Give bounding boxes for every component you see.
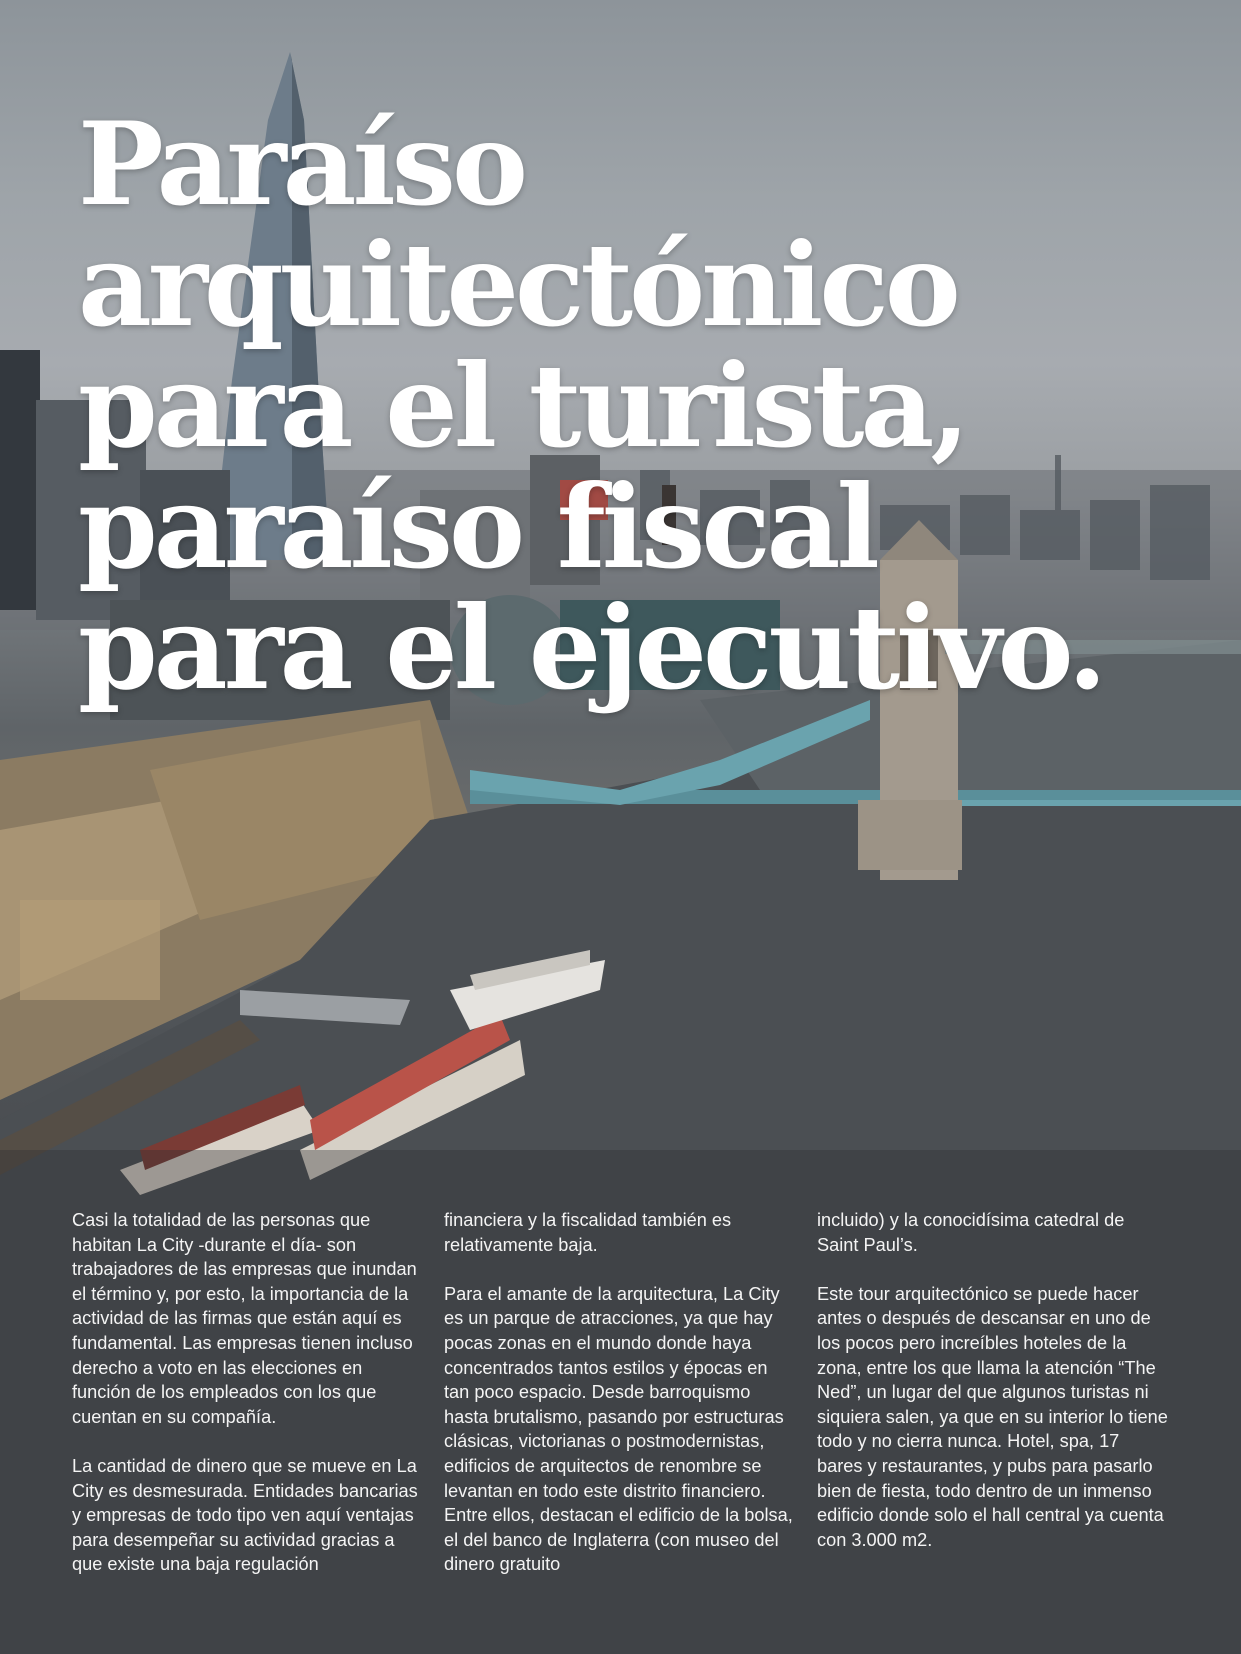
body-column-1 (72, 1208, 424, 1602)
body-paragraph: La cantidad de dinero que se mueve en La City es desmesurada. Entidades bancarias y empresas de todo tipo ven aquí ventajas para desempeñar su actividad gracias a que existe una baja regulación (72, 1455, 418, 1575)
headline-line: para el turista, (78, 339, 967, 473)
headline (78, 97, 1218, 715)
headline-line: para el ejecutivo. (78, 581, 1104, 715)
body-paragraph: Este tour arquitectónico se puede hacer antes o después de descansar en uno de los pocos pero increíbles hoteles de la zona, entre los que llama la atención “The Ned”, un lugar del que algunos turistas ni siquiera salen, ya que en su interior lo tiene todo y no cierra nunca. Hotel, spa, 17 bares y restaurantes, y pubs para pasarlo bien de fiesta, todo dentro de un inmenso edificio donde solo el hall central ya cuenta con 3.000 m2. (817, 1283, 1168, 1550)
body-paragraph: incluido) y la conocidísima catedral de Saint Paul’s. (817, 1210, 1125, 1255)
body-column-2 (444, 1208, 796, 1602)
headline-line: arquitectónico (78, 218, 957, 352)
body-paragraph: Para el amante de la arquitectura, La City es un parque de atracciones, ya que hay pocas zonas en el mundo donde haya concentrados tantos estilos y épocas en tan poco espacio. Desde barroquismo hasta brutalismo, pasando por estructuras clásicas, victorianas o postmodernistas, edificios de arquitectos de renombre se levantan en todo este distrito financiero. Entre ellos, destacan el edificio de la bolsa, el del banco de Inglaterra (con museo del dinero gratuito (444, 1283, 793, 1575)
headline-line: paraíso fiscal (78, 460, 876, 594)
body-column-3 (817, 1208, 1169, 1577)
headline-line: Paraíso (78, 97, 524, 231)
body-paragraph: financiera y la fiscalidad también es relativamente baja. (444, 1210, 732, 1255)
body-paragraph: Casi la totalidad de las personas que habitan La City -durante el día- son trabajadores de las empresas que inundan el término y, por esto, la importancia de la actividad de las firmas que están aquí es fundamental. Las empresas tienen incluso derecho a voto en las elecciones en función de los empleados con los que cuentan en su compañía. (72, 1210, 417, 1427)
